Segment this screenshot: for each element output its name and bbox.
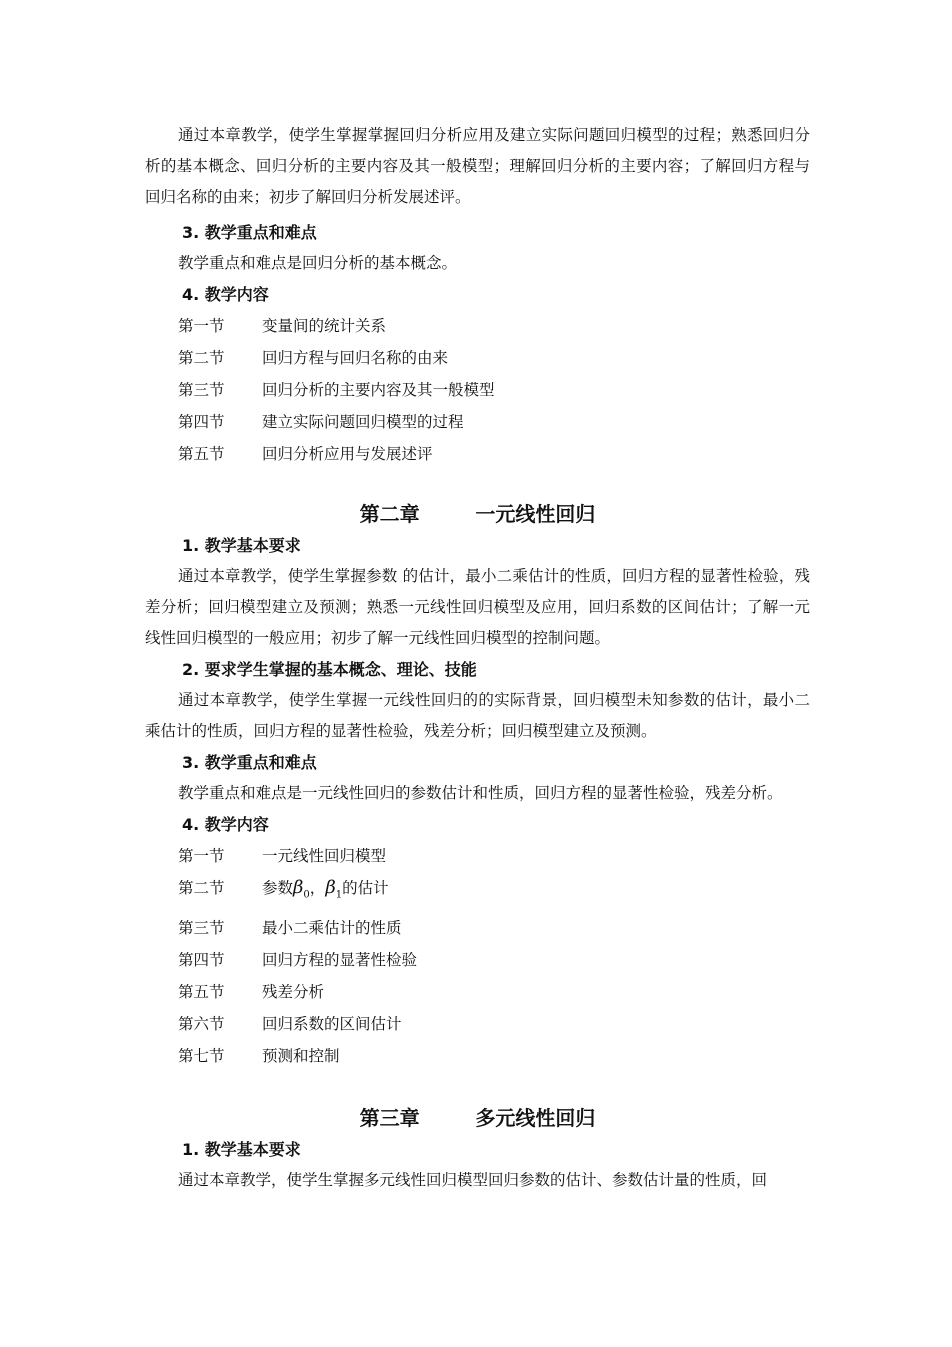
section-item (145, 1040, 810, 1072)
section-title: 预测和控制 (262, 1046, 340, 1065)
section-number: 第一节 (178, 317, 225, 335)
section-item (145, 872, 810, 912)
section-item (145, 374, 810, 406)
section-item (145, 310, 810, 342)
intro-paragraph: 通过本章教学，使学生掌握掌握回归分析应用及建立实际问题回归模型的过程；熟悉回归分析的基本概念、回归分析的主要内容及其一般模型；理解回归分析的主要内容；了解回归方程与回归名称的由来；初步了解回归分析发展述评。 (145, 126, 810, 206)
section-item (145, 1008, 810, 1040)
param-comma: ， (309, 879, 326, 897)
section-number: 第二节 (178, 349, 225, 367)
intro-section-list (145, 310, 810, 470)
param-suffix: 的估计 (342, 879, 389, 897)
section-title: 回归方程与回归名称的由来 (262, 349, 449, 367)
section-item (145, 840, 810, 872)
section-number: 第四节 (178, 413, 225, 431)
param-prefix: 参数 (262, 879, 294, 897)
section-number: 第五节 (178, 982, 225, 1001)
ch3-requirements: 通过本章教学，使学生掌握多元线性回归模型回归参数的估计、参数估计量的性质，回 (178, 1170, 768, 1189)
section-item (145, 406, 810, 438)
section-item (145, 342, 810, 374)
ch2-heading-content: 4. 教学内容 (182, 815, 269, 834)
chapter-2-title: 第二章 一元线性回归 (359, 502, 596, 526)
intro-heading-key-points: 3. 教学重点和难点 (182, 223, 317, 242)
section-number: 第二节 (178, 879, 225, 897)
section-number: 第三节 (178, 918, 225, 937)
ch2-requirements: 通过本章教学，使学生掌握参数 的估计，最小二乘估计的性质，回归方程的显著性检验，残差分析；回归模型建立及预测；熟悉一元线性回归模型及应用，回归系数的区间估计；了解一元线性回归模型的一般应用；初步了解一元线性回归模型的控制问题。 (145, 567, 810, 647)
ch2-heading-concepts: 2. 要求学生掌握的基本概念、理论、技能 (182, 660, 477, 679)
section-number: 第四节 (178, 950, 225, 969)
section-title (262, 872, 389, 912)
ch3-heading-requirements: 1. 教学基本要求 (182, 1139, 301, 1159)
ch2-section-list (145, 840, 810, 1072)
section-item (145, 438, 810, 470)
intro-key-points: 教学重点和难点是回归分析的基本概念。 (178, 254, 458, 272)
section-item (145, 976, 810, 1008)
beta-0-symbol: $\beta_0$ (293, 877, 310, 901)
section-number: 第七节 (178, 1046, 225, 1065)
section-item (145, 912, 810, 944)
beta-1-symbol: $\beta_1$ (325, 877, 343, 901)
ch2-heading-key-points: 3. 教学重点和难点 (182, 753, 317, 772)
section-number: 第一节 (178, 847, 225, 865)
ch2-key-points: 教学重点和难点是一元线性回归的参数估计和性质，回归方程的显著性检验，残差分析。 (178, 784, 783, 802)
document-page (145, 120, 810, 1196)
section-item (145, 944, 810, 976)
section-title: 回归系数的区间估计 (262, 1014, 402, 1033)
section-title: 回归分析应用与发展述评 (262, 445, 433, 463)
section-title: 变量间的统计关系 (262, 317, 387, 335)
section-title: 一元线性回归模型 (262, 847, 387, 865)
section-title: 回归方程的显著性检验 (262, 950, 418, 969)
section-number: 第六节 (178, 1014, 225, 1033)
ch2-heading-requirements: 1. 教学基本要求 (182, 536, 301, 555)
section-title: 最小二乘估计的性质 (262, 918, 402, 937)
chapter-3-title: 第三章 多元线性回归 (359, 1105, 596, 1130)
section-title: 残差分析 (262, 982, 325, 1001)
intro-heading-content: 4. 教学内容 (182, 285, 269, 304)
section-number: 第五节 (178, 445, 225, 463)
section-title: 回归分析的主要内容及其一般模型 (262, 381, 495, 399)
section-number: 第三节 (178, 381, 225, 399)
ch2-concepts: 通过本章教学，使学生掌握一元线性回归的的实际背景，回归模型未知参数的估计，最小二乘估计的性质，回归方程的显著性检验，残差分析；回归模型建立及预测。 (145, 691, 810, 740)
section-title: 建立实际问题回归模型的过程 (262, 413, 464, 431)
